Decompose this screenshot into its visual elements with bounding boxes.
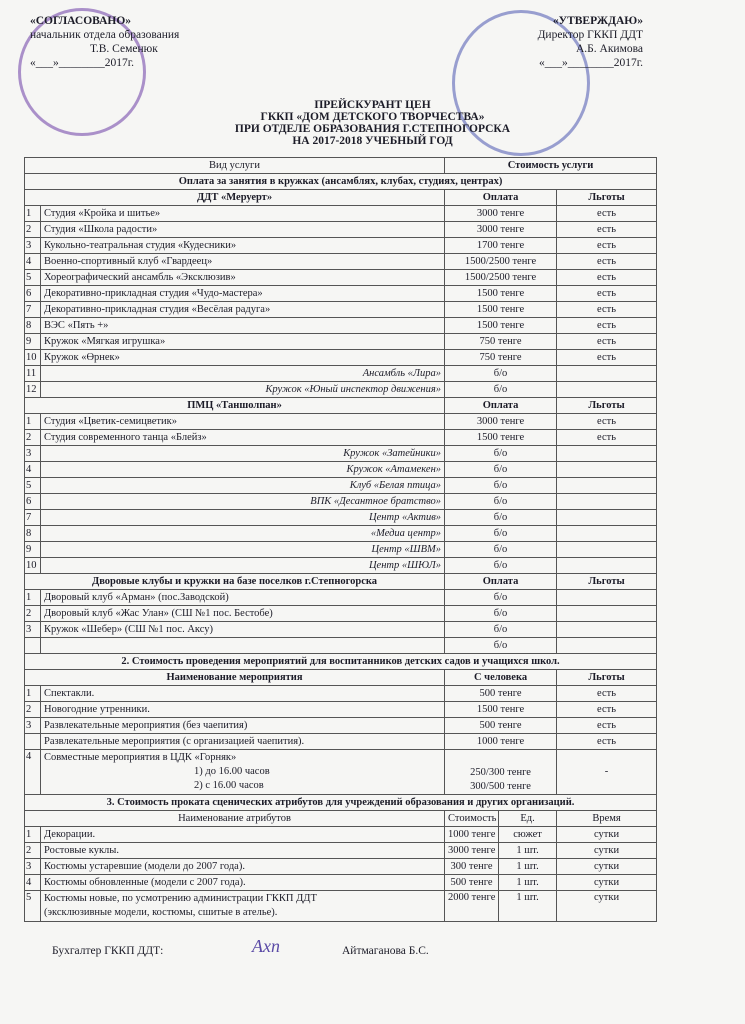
club-name: Хореографический ансамбль «Эксклюзив»	[41, 270, 445, 286]
table-row	[25, 334, 657, 350]
attribute-name-header: Наименование атрибутов	[25, 811, 445, 827]
club-price: б/о	[445, 478, 557, 494]
group-2-head	[25, 398, 657, 414]
group-3-title: Дворовые клубы и кружки на базе поселков г.Степногорска	[25, 574, 445, 590]
club-benefits	[557, 526, 657, 542]
table-row	[25, 494, 657, 510]
club-name: Военно-спортивный клуб «Гвардеец»	[41, 254, 445, 270]
table-row	[25, 270, 657, 286]
table-row	[25, 478, 657, 494]
row-number: 6	[25, 494, 41, 510]
pay-header: Оплата	[445, 190, 557, 206]
club-benefits: есть	[557, 270, 657, 286]
table-row	[25, 859, 657, 875]
price-table	[24, 157, 657, 922]
club-price: б/о	[445, 558, 557, 574]
table-row	[25, 510, 657, 526]
table-row	[25, 734, 657, 750]
approved-position: начальник отдела образования	[30, 29, 180, 41]
attribute-time: сутки	[557, 875, 657, 891]
table-row	[25, 446, 657, 462]
club-price: б/о	[445, 510, 557, 526]
club-name: Центр «ШЮЛ»	[41, 558, 445, 574]
table-row	[25, 238, 657, 254]
attribute-unit: 1 шт.	[499, 843, 557, 859]
doc-title-3: ПРИ ОТДЕЛЕ ОБРАЗОВАНИЯ Г.СТЕПНОГОРСКА	[234, 123, 511, 135]
club-price: 1500 тенге	[445, 302, 557, 318]
event-name-header: Наименование мероприятия	[25, 670, 445, 686]
row-number: 8	[25, 318, 41, 334]
attribute-cost: 1000 тенге	[445, 827, 499, 843]
doc-title-1: ПРЕЙСКУРАНТ ЦЕН	[314, 99, 431, 111]
club-name: Кружок «Өрнек»	[41, 350, 445, 366]
club-name: Дворовый клуб «Арман» (пос.Заводской)	[41, 590, 445, 606]
table-row	[25, 702, 657, 718]
club-name: Кукольно-театральная студия «Кудесники»	[41, 238, 445, 254]
group-1-title: ДДТ «Меруерт»	[25, 190, 445, 206]
benefits-header: Льготы	[557, 190, 657, 206]
row-number: 5	[25, 270, 41, 286]
approval-right	[515, 14, 643, 70]
row-number: 3	[25, 238, 41, 254]
club-benefits	[557, 366, 657, 382]
club-price: 1500 тенге	[445, 286, 557, 302]
club-price: 3000 тенге	[445, 222, 557, 238]
table-row	[25, 638, 657, 654]
attribute-time: сутки	[557, 827, 657, 843]
event-benefits: есть	[557, 702, 657, 718]
club-price: б/о	[445, 382, 557, 398]
table-row	[25, 558, 657, 574]
club-name: Кружок «Мягкая игрушка»	[41, 334, 445, 350]
club-name: Студия «Кройка и шитье»	[41, 206, 445, 222]
table-row	[25, 843, 657, 859]
event-price: 1000 тенге	[445, 734, 557, 750]
row-number: 1	[25, 590, 41, 606]
accountant-label: Бухгалтер ГККП ДДТ:	[52, 945, 164, 957]
doc-title-2: ГККП «ДОМ ДЕТСКОГО ТВОРЧЕСТВА»	[260, 111, 485, 123]
row-number: 3	[25, 718, 41, 734]
attribute-cost: 300 тенге	[445, 859, 499, 875]
row-number: 2	[25, 222, 41, 238]
attribute-cost: 2000 тенге	[445, 891, 499, 922]
event-name: Развлекательные мероприятия (с организацией чаепития).	[41, 734, 445, 750]
club-benefits	[557, 606, 657, 622]
event-benefits: есть	[557, 718, 657, 734]
row-number: 7	[25, 510, 41, 526]
club-benefits: есть	[557, 318, 657, 334]
event-benefits: есть	[557, 734, 657, 750]
attribute-name: Костюмы устаревшие (модели до 2007 года).	[41, 859, 445, 875]
event-price: 500 тенге	[445, 718, 557, 734]
row-number: 2	[25, 430, 41, 446]
attribute-name: Декорации.	[41, 827, 445, 843]
section-1-title: Оплата за занятия в кружках (ансамблях, клубах, студиях, центрах)	[25, 174, 657, 190]
confirm-person: А.Б. Акимова	[576, 43, 643, 55]
club-benefits: есть	[557, 414, 657, 430]
club-price: 750 тенге	[445, 350, 557, 366]
confirm-date: «___»________2017г.	[538, 57, 643, 69]
club-price: б/о	[445, 494, 557, 510]
club-price: б/о	[445, 526, 557, 542]
event-price-2: 300/500 тенге	[470, 781, 531, 792]
club-name: ВПК «Десантное братство»	[41, 494, 445, 510]
row-number: 1	[25, 827, 41, 843]
group-1-head	[25, 190, 657, 206]
club-benefits: есть	[557, 286, 657, 302]
table-row	[25, 750, 657, 795]
table-row	[25, 350, 657, 366]
attribute-unit: 1 шт.	[499, 891, 557, 922]
table-row	[25, 382, 657, 398]
event-option-1: 1) до 16.00 часов	[194, 766, 270, 777]
club-price: 3000 тенге	[445, 206, 557, 222]
club-benefits	[557, 478, 657, 494]
attribute-cost: 500 тенге	[445, 875, 499, 891]
club-price: б/о	[445, 462, 557, 478]
row-number	[25, 638, 41, 654]
approved-date: «___»________2017г.	[30, 57, 135, 69]
cost-col-header: Стоимость	[445, 811, 499, 827]
club-price: б/о	[445, 446, 557, 462]
table-row	[25, 302, 657, 318]
event-price-1: 250/300 тенге	[470, 767, 531, 778]
section-3-head	[25, 811, 657, 827]
table-row	[25, 430, 657, 446]
event-option-2: 2) с 16.00 часов	[194, 780, 264, 791]
club-price: 750 тенге	[445, 334, 557, 350]
doc-title-4: НА 2017-2018 УЧЕБНЫЙ ГОД	[292, 135, 453, 147]
attribute-time: сутки	[557, 891, 657, 922]
table-head-row	[25, 158, 657, 174]
club-price: 1500/2500 тенге	[445, 254, 557, 270]
club-benefits	[557, 462, 657, 478]
club-price: б/о	[445, 590, 557, 606]
club-name: Клуб «Белая птица»	[41, 478, 445, 494]
table-row	[25, 222, 657, 238]
club-name: Кружок «Шебер» (СШ №1 пос. Аксу)	[41, 622, 445, 638]
club-name: Кружок «Атамекен»	[41, 462, 445, 478]
attribute-name: Костюмы обновленные (модели с 2007 года).	[41, 875, 445, 891]
table-row	[25, 718, 657, 734]
row-number: 9	[25, 542, 41, 558]
club-name: «Медиа центр»	[41, 526, 445, 542]
row-number: 1	[25, 414, 41, 430]
row-number: 2	[25, 606, 41, 622]
club-benefits	[557, 622, 657, 638]
row-number: 4	[25, 875, 41, 891]
row-number: 2	[25, 843, 41, 859]
benefits-header: Льготы	[557, 574, 657, 590]
attribute-time: сутки	[557, 859, 657, 875]
cost-header: Стоимость услуги	[445, 158, 657, 174]
event-name: Новогодние утренники.	[41, 702, 445, 718]
club-name: Кружок «Затейники»	[41, 446, 445, 462]
unit-col-header: Ед.	[499, 811, 557, 827]
time-col-header: Время	[557, 811, 657, 827]
row-number: 5	[25, 478, 41, 494]
club-benefits	[557, 558, 657, 574]
row-number: 9	[25, 334, 41, 350]
row-number: 3	[25, 859, 41, 875]
club-price: б/о	[445, 366, 557, 382]
table-row	[25, 875, 657, 891]
table-row	[25, 891, 657, 922]
club-name: Центр «Актив»	[41, 510, 445, 526]
row-number: 5	[25, 891, 41, 922]
club-benefits: есть	[557, 206, 657, 222]
benefits-header: Льготы	[557, 670, 657, 686]
event-name: Спектакли.	[41, 686, 445, 702]
club-name: Студия «Школа радости»	[41, 222, 445, 238]
club-name: Ансамбль «Лира»	[41, 366, 445, 382]
accountant-signature: Ахп	[252, 936, 280, 956]
row-number: 4	[25, 462, 41, 478]
event-name: Совместные мероприятия в ЦДК «Горняк»	[44, 752, 237, 763]
club-price: 1700 тенге	[445, 238, 557, 254]
row-number: 1	[25, 686, 41, 702]
approval-left	[30, 14, 179, 70]
attribute-note: (эксклюзивные модели, костюмы, сшитые в ателье).	[44, 907, 278, 918]
club-benefits: есть	[557, 222, 657, 238]
club-benefits: есть	[557, 238, 657, 254]
club-benefits	[557, 638, 657, 654]
row-number: 10	[25, 350, 41, 366]
club-name: Центр «ШВМ»	[41, 542, 445, 558]
section-2-head	[25, 670, 657, 686]
club-name: Кружок «Юный инспектор движения»	[41, 382, 445, 398]
club-price: б/о	[445, 622, 557, 638]
club-benefits	[557, 494, 657, 510]
club-name	[41, 638, 445, 654]
table-row	[25, 686, 657, 702]
row-number: 8	[25, 526, 41, 542]
row-number: 11	[25, 366, 41, 382]
table-row	[25, 318, 657, 334]
event-price: 500 тенге	[445, 686, 557, 702]
event-benefits: -	[557, 750, 657, 795]
row-number	[25, 734, 41, 750]
event-name: Развлекательные мероприятия (без чаепития)	[41, 718, 445, 734]
club-benefits: есть	[557, 334, 657, 350]
club-benefits	[557, 590, 657, 606]
pay-header: Оплата	[445, 574, 557, 590]
approved-title: «СОГЛАСОВАНО»	[30, 15, 132, 27]
group-3-head	[25, 574, 657, 590]
club-benefits: есть	[557, 430, 657, 446]
row-number: 4	[25, 750, 41, 795]
club-name: ВЭС «Пять +»	[41, 318, 445, 334]
accountant-name: Айтмаганова Б.С.	[342, 945, 429, 957]
row-number: 2	[25, 702, 41, 718]
table-row	[25, 542, 657, 558]
row-number: 7	[25, 302, 41, 318]
table-row	[25, 286, 657, 302]
table-row	[25, 254, 657, 270]
attribute-unit: сюжет	[499, 827, 557, 843]
club-price: 1500/2500 тенге	[445, 270, 557, 286]
club-price: б/о	[445, 606, 557, 622]
event-benefits: есть	[557, 686, 657, 702]
row-number: 4	[25, 254, 41, 270]
row-number: 12	[25, 382, 41, 398]
table-row	[25, 526, 657, 542]
row-number: 3	[25, 622, 41, 638]
club-benefits: есть	[557, 302, 657, 318]
row-number: 6	[25, 286, 41, 302]
table-row	[25, 462, 657, 478]
club-benefits: есть	[557, 254, 657, 270]
table-row	[25, 414, 657, 430]
benefits-header: Льготы	[557, 398, 657, 414]
table-row	[25, 606, 657, 622]
club-benefits: есть	[557, 350, 657, 366]
club-benefits	[557, 446, 657, 462]
club-name: Студия «Цветик-семицветик»	[41, 414, 445, 430]
table-row	[25, 206, 657, 222]
attribute-name: Костюмы новые, по усмотрению администрации ГККП ДДТ	[44, 893, 317, 904]
club-name: Декоративно-прикладная студия «Весёлая радуга»	[41, 302, 445, 318]
attribute-name: Ростовые куклы.	[41, 843, 445, 859]
attribute-unit: 1 шт.	[499, 875, 557, 891]
approved-person: Т.В. Семенюк	[90, 43, 158, 55]
per-person-header: С человека	[445, 670, 557, 686]
confirm-title: «УТВЕРЖДАЮ»	[552, 15, 643, 27]
club-name: Студия современного танца «Блейз»	[41, 430, 445, 446]
club-price: 3000 тенге	[445, 414, 557, 430]
event-price: 1500 тенге	[445, 702, 557, 718]
attribute-cost: 3000 тенге	[445, 843, 499, 859]
club-benefits	[557, 510, 657, 526]
service-header: Вид услуги	[25, 158, 445, 174]
section-2-title: 2. Стоимость проведения мероприятий для воспитанников детских садов и учащихся школ.	[25, 654, 657, 670]
section-3-title: 3. Стоимость проката сценических атрибутов для учреждений образования и других организаций.	[25, 795, 657, 811]
club-name: Декоративно-прикладная студия «Чудо-мастера»	[41, 286, 445, 302]
attribute-unit: 1 шт.	[499, 859, 557, 875]
table-row	[25, 590, 657, 606]
club-name: Дворовый клуб «Жас Улан» (СШ №1 пос. Бестобе)	[41, 606, 445, 622]
table-row	[25, 827, 657, 843]
row-number: 1	[25, 206, 41, 222]
club-price: б/о	[445, 542, 557, 558]
table-row	[25, 366, 657, 382]
club-benefits	[557, 542, 657, 558]
row-number: 3	[25, 446, 41, 462]
confirm-position: Директор ГККП ДДТ	[537, 29, 643, 41]
club-price: 1500 тенге	[445, 430, 557, 446]
group-2-title: ПМЦ «Таншолпан»	[25, 398, 445, 414]
pay-header: Оплата	[445, 398, 557, 414]
club-benefits	[557, 382, 657, 398]
attribute-time: сутки	[557, 843, 657, 859]
club-price: 1500 тенге	[445, 318, 557, 334]
row-number: 10	[25, 558, 41, 574]
table-row	[25, 622, 657, 638]
club-price: б/о	[445, 638, 557, 654]
